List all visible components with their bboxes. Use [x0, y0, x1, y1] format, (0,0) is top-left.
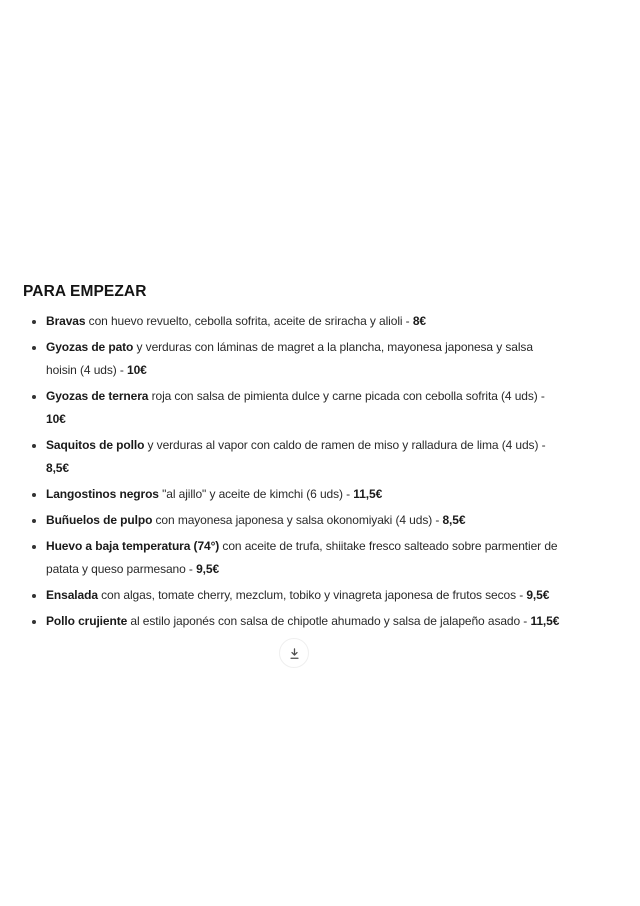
- dish-price: 9,5€: [526, 588, 550, 602]
- dish-price: 8,5€: [46, 461, 69, 475]
- menu-item: [23, 336, 565, 382]
- dish-description: con aceite de trufa, shiitake fresco salteado sobre parmentier de patata y queso parmesano -: [46, 539, 558, 576]
- menu-item: [23, 535, 565, 581]
- dish-name: Huevo a baja temperatura (74°): [46, 539, 220, 553]
- menu-item: [23, 509, 565, 532]
- dish-name: Buñuelos de pulpo: [46, 513, 153, 527]
- menu-item: [23, 584, 565, 607]
- dish-price: 8€: [412, 314, 426, 328]
- menu-item: [23, 310, 565, 333]
- menu-list: [23, 310, 565, 633]
- dish-description: al estilo japonés con salsa de chipotle ahumado y salsa de jalapeño asado -: [127, 614, 531, 628]
- download-icon: [287, 646, 302, 661]
- dish-name: Pollo crujiente: [46, 614, 128, 628]
- dish-description: roja con salsa de pimienta dulce y carne picada con cebolla sofrita (4 uds) -: [148, 389, 545, 403]
- dish-description: y verduras con láminas de magret a la plancha, mayonesa japonesa y salsa hoisin (4 uds) -: [46, 340, 533, 377]
- menu-item: [23, 483, 565, 506]
- dish-name: Langostinos negros: [46, 487, 159, 501]
- menu-item: [23, 610, 565, 633]
- dish-description: con huevo revuelto, cebolla sofrita, aceite de sriracha y alioli -: [85, 314, 413, 328]
- dish-price: 10€: [46, 412, 66, 426]
- download-button[interactable]: [279, 638, 309, 668]
- dish-name: Saquitos de pollo: [46, 438, 145, 452]
- dish-description: y verduras al vapor con caldo de ramen de miso y ralladura de lima (4 uds) -: [144, 438, 546, 452]
- dish-price: 11,5€: [353, 487, 383, 501]
- dish-name: Bravas: [46, 314, 86, 328]
- dish-name: Ensalada: [46, 588, 98, 602]
- dish-price: 11,5€: [530, 614, 560, 628]
- dish-name: Gyozas de pato: [46, 340, 134, 354]
- menu-section: [23, 283, 565, 668]
- dish-description: con algas, tomate cherry, mezclum, tobiko y vinagreta japonesa de frutos secos -: [97, 588, 527, 602]
- dish-description: con mayonesa japonesa y salsa okonomiyaki (4 uds) -: [152, 513, 443, 527]
- menu-item: [23, 385, 565, 431]
- dish-description: "al ajillo" y aceite de kimchi (6 uds) -: [158, 487, 354, 501]
- dish-price: 9,5€: [196, 562, 220, 576]
- dish-price: 10€: [127, 363, 147, 377]
- menu-item: [23, 434, 565, 480]
- dish-name: Gyozas de ternera: [46, 389, 149, 403]
- dish-price: 8,5€: [442, 513, 466, 527]
- section-title: PARA EMPEZAR: [23, 283, 147, 300]
